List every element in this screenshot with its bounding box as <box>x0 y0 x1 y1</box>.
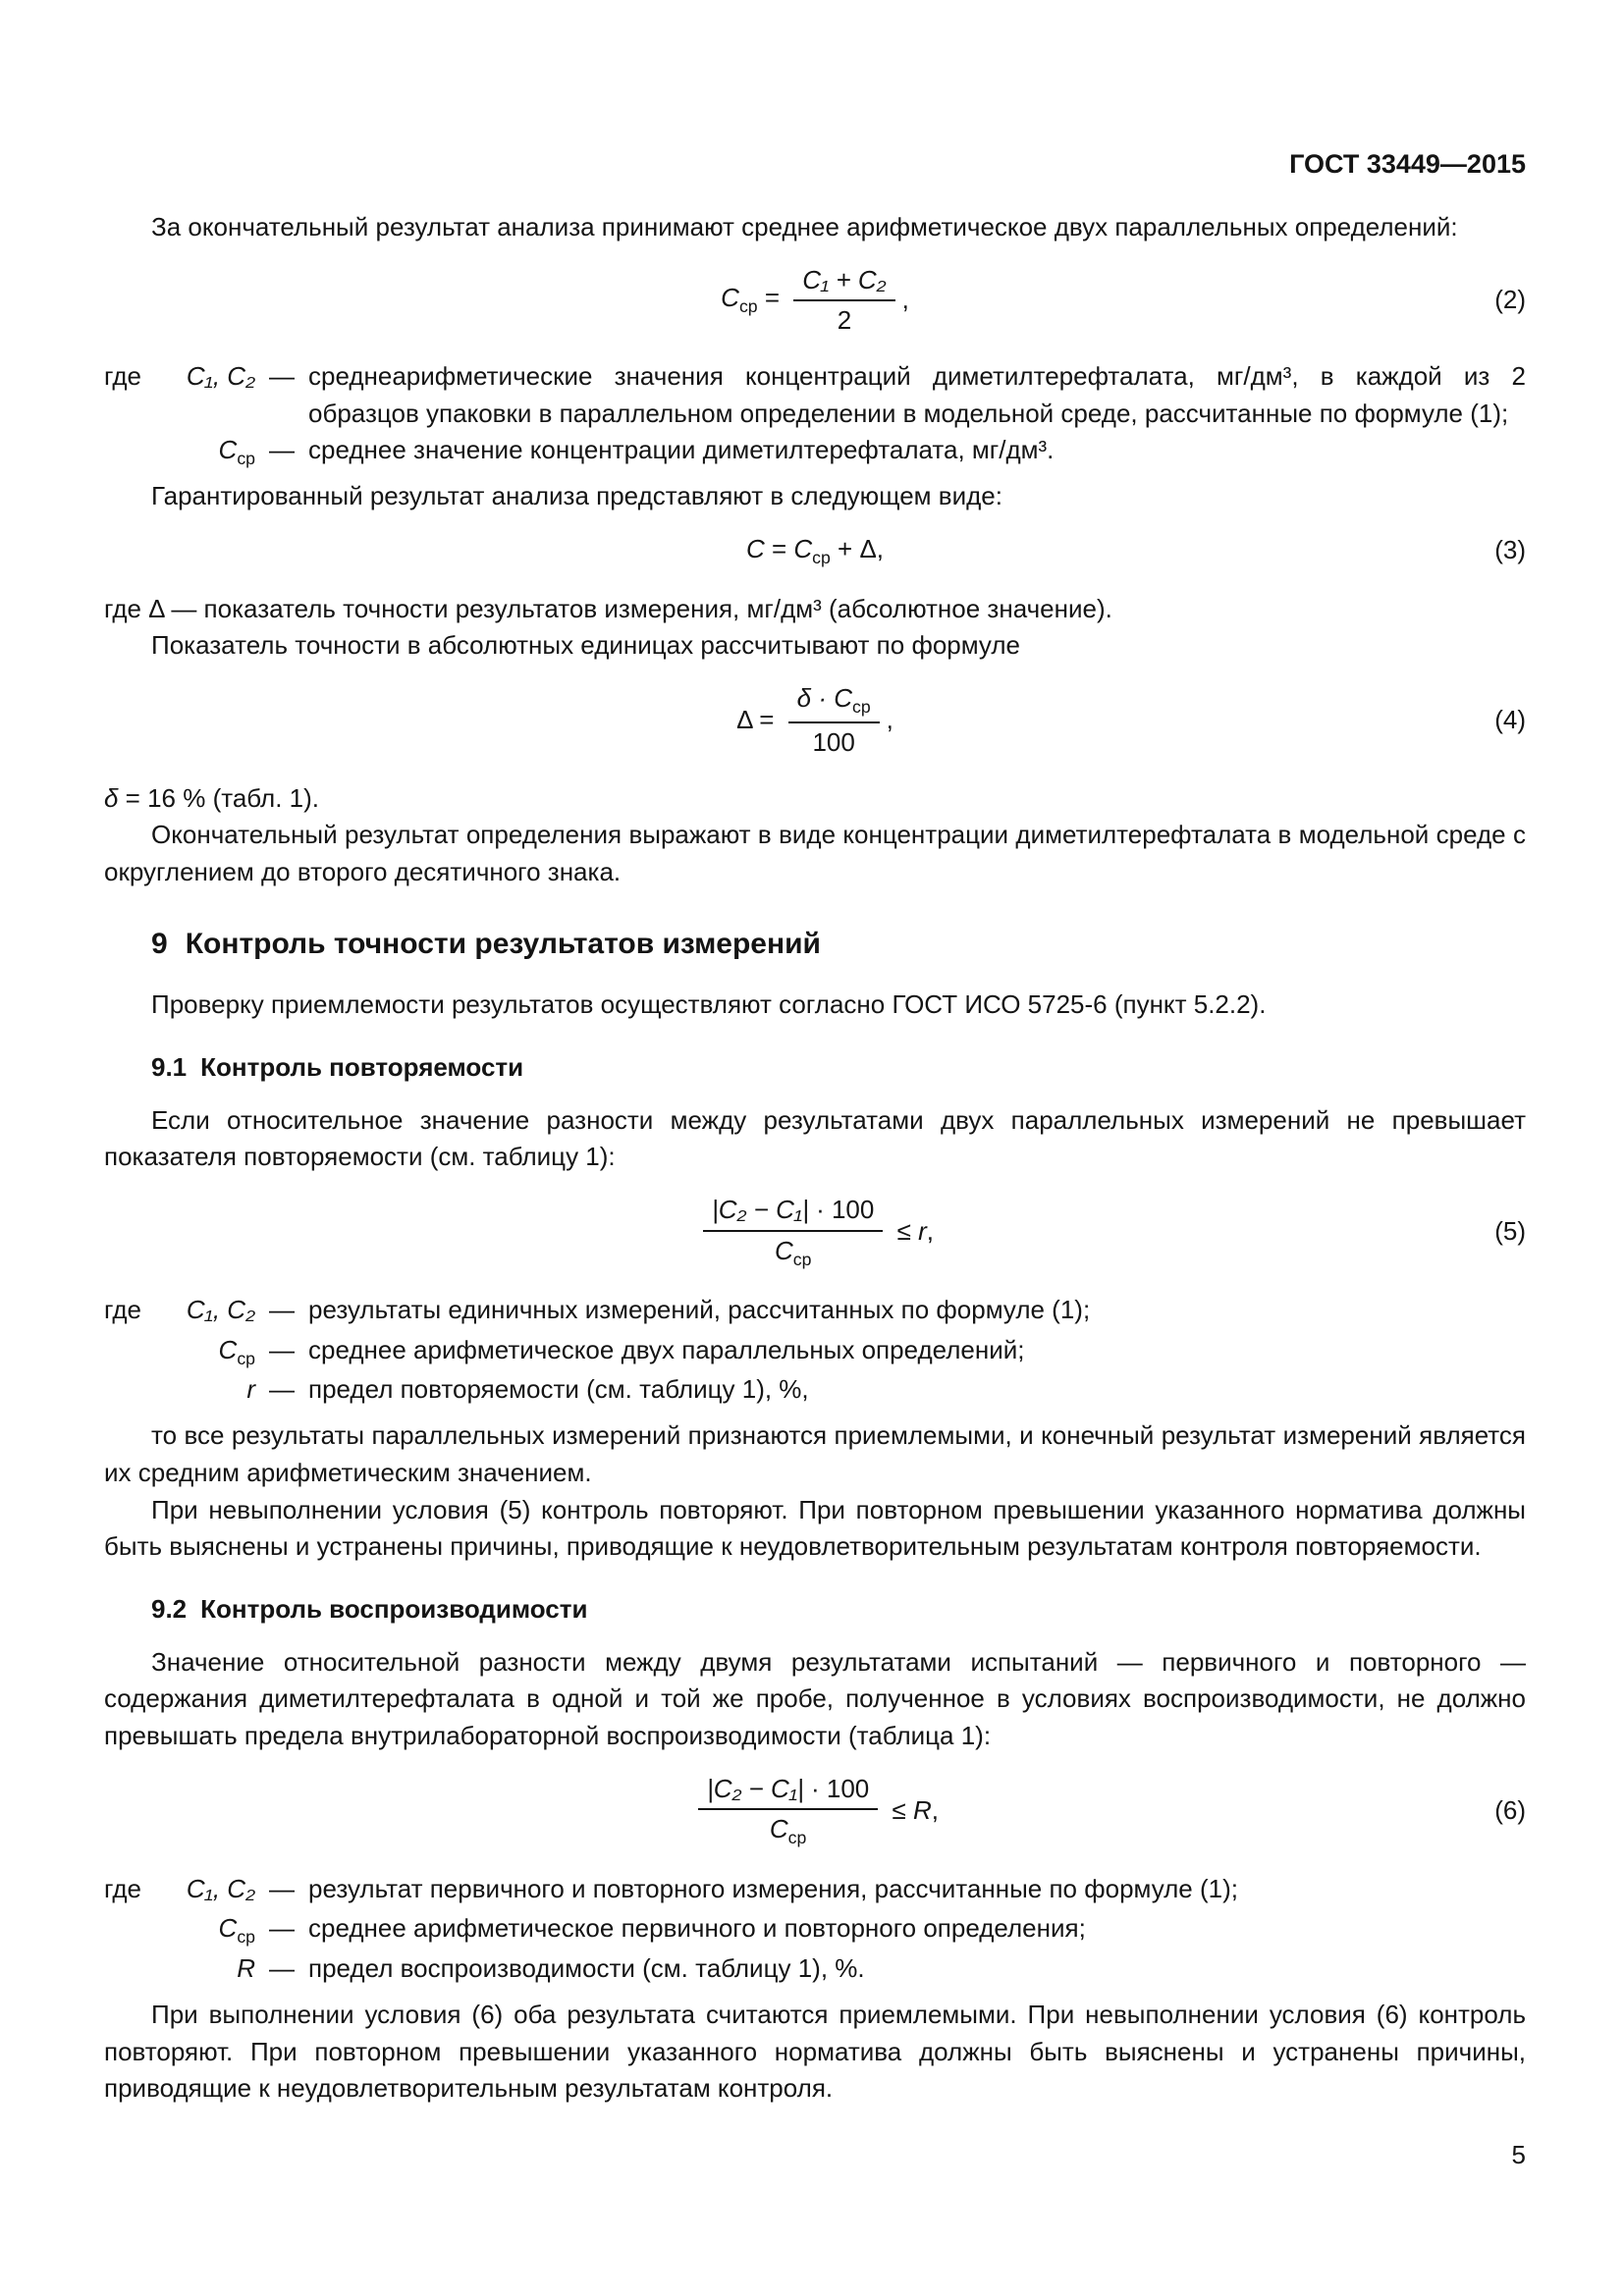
def-desc: среднее арифметическое двух параллельных определений; <box>308 1334 1025 1364</box>
subscript: ср <box>237 1927 255 1948</box>
fraction <box>698 1773 878 1849</box>
doc-code: ГОСТ 33449—2015 <box>1289 149 1526 179</box>
def-desc: среднеарифметические значения концентраций диметилтерефталата, мг/дм³, в каждой из 2 образцов упаковки в параллельном определении в модельной среде, рассчитанные по формуле (1); <box>308 360 1526 428</box>
definition-row <box>104 1332 1526 1372</box>
fraction-numerator: |C₂ − C₁| · 100 <box>698 1773 878 1811</box>
formula-4 <box>104 682 1526 759</box>
paragraph-acceptability: Проверку приемлемости результатов осуществляют согласно ГОСТ ИСО 5725-6 (пункт 5.2.2). <box>151 989 1267 1020</box>
fraction <box>793 264 894 337</box>
def-term: R <box>237 1953 255 1984</box>
subscript: ср <box>852 697 871 718</box>
paragraph-delta-value: δ = 16 % (табл. 1). <box>104 782 319 813</box>
fraction-denominator: $C_{ср}$ <box>769 1814 807 1848</box>
paragraph-acceptable-results: то все результаты параллельных измерений признаются приемлемыми, и конечный результат измерений является их средним арифметическим значением. <box>104 1420 1526 1487</box>
paragraph-final-result: За окончательный результат анализа принимают среднее арифметическое двух параллельных определений: <box>151 212 1458 242</box>
def-dash: — <box>269 360 295 391</box>
formula-tail: + Δ, <box>830 533 885 563</box>
def-dash: — <box>269 435 295 465</box>
subscript: ср <box>787 1828 807 1848</box>
less-equal-sign: ≤ <box>890 1216 919 1247</box>
formula-rhs: ≤ r, <box>890 1216 934 1247</box>
definition-row <box>104 1950 1526 1991</box>
equation <box>696 1194 934 1270</box>
formula-number: (4) <box>1494 704 1526 734</box>
formula-lhs: Δ = <box>736 704 782 734</box>
def-term: $C_{ср}$ <box>218 1334 255 1368</box>
fraction-denominator: $C_{ср}$ <box>774 1235 812 1269</box>
def-term: $C_{ср}$ <box>218 435 255 469</box>
definition-row <box>104 358 1526 432</box>
fraction-numerator: C₁ + C₂ <box>793 264 894 302</box>
section-9-1-title <box>104 1049 1526 1087</box>
fraction <box>703 1194 883 1270</box>
def-term: C₁, C₂ <box>186 360 255 391</box>
def-desc: предел повторяемости (см. таблицу 1), %, <box>308 1374 809 1405</box>
formula-tail: , <box>886 704 893 734</box>
section-9-2-title <box>104 1591 1526 1629</box>
subscript: ср <box>237 449 255 469</box>
paragraph-repeat-control: При невыполнении условия (5) контроль повторяют. При повторном превышении указанного норматива должны быть выяснены и устранены причины, приводящие к неудовлетворительным результатам контроля повторяемости. <box>104 1494 1526 1562</box>
section-number: 9.1 <box>151 1051 188 1082</box>
section-number: 9.2 <box>151 1594 188 1625</box>
definition-row <box>104 1292 1526 1332</box>
paragraph-repeatability-condition: Если относительное значение разности между результатами двух параллельных измерений не превышает показателя повторяемости (см. таблицу 1): <box>104 1104 1526 1172</box>
paragraph-accuracy-intro: Показатель точности в абсолютных единицах рассчитывают по формуле <box>151 630 1020 661</box>
fraction <box>788 682 880 759</box>
definition-row <box>104 1910 1526 1950</box>
subscript: ср <box>738 296 758 317</box>
formula-lhs: $C_{ср}$ = <box>721 283 787 317</box>
def-lead: где <box>104 1294 141 1324</box>
def-desc: среднее значение концентрации диметилтерефталата, мг/дм³. <box>308 435 1055 465</box>
paragraph-reproducibility-condition: Значение относительной разности между двумя результатами испытаний — первичного и повторного — содержания диметилтерефталата в одной и той же пробе, полученное в условиях воспроизводимости, не должно превышать предела внутрилабораторной воспроизводимости (таблица 1): <box>104 1646 1526 1751</box>
fraction-denominator: 2 <box>837 305 852 336</box>
equation <box>691 1773 939 1849</box>
def-lead: где <box>104 360 141 391</box>
def-desc: результаты единичных измерений, рассчитанных по формуле (1); <box>308 1294 1091 1324</box>
formula-body: $C = C_{ср} + \Delta$, <box>745 533 885 567</box>
less-equal-sign: ≤ <box>885 1794 913 1825</box>
subscript: ср <box>812 547 831 567</box>
section-title-text: Контроль точности результатов измерений <box>185 927 821 960</box>
formula-number: (3) <box>1494 535 1526 565</box>
formula-6 <box>104 1773 1526 1849</box>
subscript: ср <box>237 1348 255 1368</box>
equation <box>746 531 884 571</box>
page-number: 5 <box>1511 2140 1526 2170</box>
formula-tail: , <box>901 284 909 314</box>
def-term: C₁, C₂ <box>186 1294 255 1324</box>
def-dash: — <box>269 1334 295 1364</box>
equals-sign: = <box>764 533 794 563</box>
formula-5 <box>104 1194 1526 1270</box>
def-desc: результат первичного и повторного измерения, рассчитанные по формуле (1); <box>308 1873 1238 1903</box>
paragraph-guaranteed-result: Гарантированный результат анализа представляют в следующем виде: <box>151 481 1002 511</box>
delta-symbol: δ <box>104 782 119 813</box>
equation <box>721 264 909 337</box>
def-dash: — <box>269 1873 295 1903</box>
def-dash: — <box>269 1953 295 1984</box>
fraction-numerator: |C₂ − C₁| · 100 <box>703 1194 883 1232</box>
formula-number: (6) <box>1494 1794 1526 1825</box>
section-9-title <box>104 923 1526 966</box>
formula-number: (5) <box>1494 1216 1526 1247</box>
paragraph-final-expression: Окончательный результат определения выражают в виде концентрации диметилтерефталата в модельной среде с округлением до второго десятичного знака. <box>104 820 1526 887</box>
equals-sign: = <box>757 283 787 313</box>
def-term: $C_{ср}$ <box>218 1913 255 1948</box>
section-number: 9 <box>151 927 168 960</box>
fraction-numerator: $\delta \cdot C_{ср}$ <box>788 682 880 723</box>
fraction-denominator: 100 <box>812 727 855 758</box>
section-title-text: Контроль воспроизводимости <box>200 1594 588 1625</box>
subscript: ср <box>792 1249 812 1269</box>
def-dash: — <box>269 1374 295 1405</box>
formula-3 <box>104 531 1526 571</box>
def-term: r <box>246 1374 255 1405</box>
paragraph-where-delta: где Δ — показатель точности результатов измерения, мг/дм³ (абсолютное значение). <box>104 593 1112 623</box>
def-lead: где <box>104 1873 141 1903</box>
def-desc: среднее арифметическое первичного и повторного определения; <box>308 1913 1086 1944</box>
definition-row <box>104 1371 1526 1412</box>
formula-2 <box>104 264 1526 337</box>
definition-row <box>104 432 1526 472</box>
equation <box>736 682 893 759</box>
def-desc: предел воспроизводимости (см. таблицу 1), %. <box>308 1953 865 1984</box>
paragraph-reproducibility-control: При выполнении условия (6) оба результата считаются приемлемыми. При невыполнении условия (6) контроль повторяют. При повторном превышении указанного норматива должны быть выяснены и устранены причины, приводящие к неудовлетворительным результатам контроля. <box>104 2000 1526 2104</box>
def-dash: — <box>269 1913 295 1944</box>
doc-header <box>104 145 1526 184</box>
def-term: C₁, C₂ <box>186 1873 255 1903</box>
section-title-text: Контроль повторяемости <box>200 1051 524 1082</box>
def-dash: — <box>269 1294 295 1324</box>
formula-number: (2) <box>1494 284 1526 314</box>
formula-rhs: ≤ R, <box>885 1794 940 1825</box>
definition-row <box>104 1871 1526 1911</box>
